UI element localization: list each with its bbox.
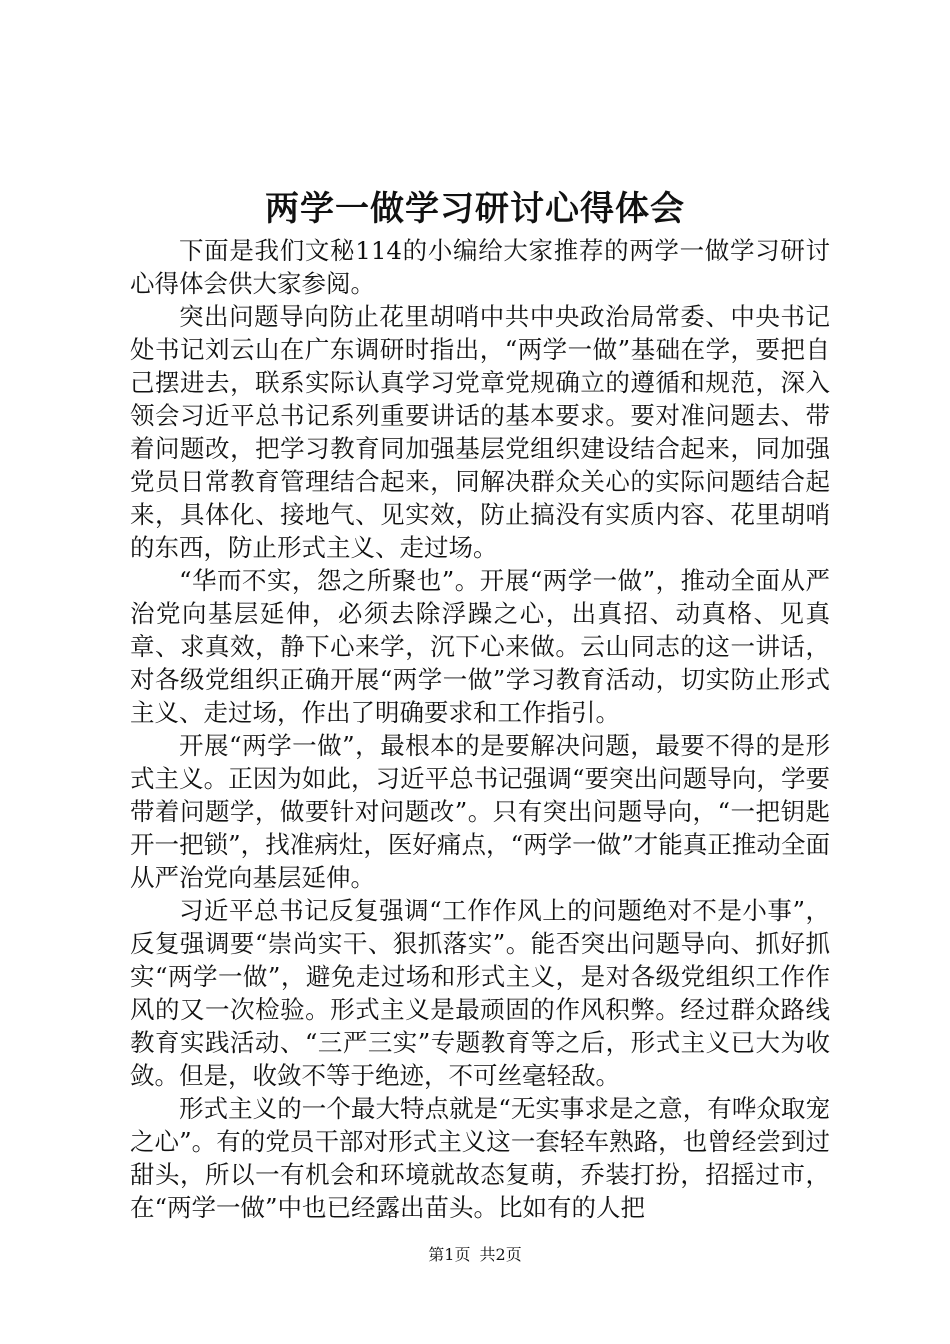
page-number: 第1页 xyxy=(428,1245,471,1264)
paragraph-intro: 下面是我们文秘114的小编给大家推荐的两学一做学习研讨心得体会供大家参阅。 xyxy=(130,236,830,298)
document-title: 两学一做学习研讨心得体会 xyxy=(265,189,685,229)
paragraph-problem-orientation: 突出问题导向防止花里胡哨中共中央政治局常委、中央书记处书记刘云山在广东调研时指出，“两学一做”基础在学，要把自己摆进去，联系实际认真学习党章党规确立的遵循和规范，深入领会习近平总书记系列重要讲话的基本要求。要对准问题去、带着问题改，把学习教育同加强基层党组织建设结合起来，同加强党员日常教育管理结合起来，同解决群众关心的实际问题结合起来，具体化、接地气、见实效，防止搞没有实质内容、花里胡哨的东西，防止形式主义、走过场。 xyxy=(130,302,830,562)
page-total: 共2页 xyxy=(479,1245,522,1264)
paragraph-hua-er-bu-shi: “华而不实，怨之所聚也”。开展“两学一做”，推动全面从严治党向基层延伸，必须去除浮躁之心，出真招、动真格、见真章、求真效，静下心来学，沉下心来做。云山同志的这一讲话，对各级党组织正确开展“两学一做”学习教育活动，切实防止形式主义、走过场，作出了明确要求和工作指引。 xyxy=(130,566,830,727)
page-footer xyxy=(0,1243,950,1267)
document-body xyxy=(130,234,830,1224)
paragraph-solve-problems: 开展“两学一做”，最根本的是要解决问题，最要不得的是形式主义。正因为如此，习近平总书记强调“要突出问题导向，学要带着问题学，做要针对问题改”。只有突出问题导向，“一把钥匙开一把锁”，找准病灶，医好痛点，“两学一做”才能真正推动全面从严治党向基层延伸。 xyxy=(130,731,830,892)
paragraph-formalism: 形式主义的一个最大特点就是“无实事求是之意，有哗众取宠之心”。有的党员干部对形式主义这一套轻车熟路，也曾经尝到过甜头，所以一有机会和环境就故态复萌，乔装打扮，招摇过市，在“两学一做”中也已经露出苗头。比如有的人把 xyxy=(130,1094,830,1222)
paragraph-work-style: 习近平总书记反复强调“工作作风上的问题绝对不是小事”，反复强调要“崇尚实干、狠抓落实”。能否突出问题导向、抓好抓实“两学一做”，避免走过场和形式主义，是对各级党组织工作作风的又一次检验。形式主义是最顽固的作风积弊。经过群众路线教育实践活动、“三严三实”专题教育等之后，形式主义已大为收敛。但是，收敛不等于绝迹，不可丝毫轻敌。 xyxy=(130,896,830,1090)
